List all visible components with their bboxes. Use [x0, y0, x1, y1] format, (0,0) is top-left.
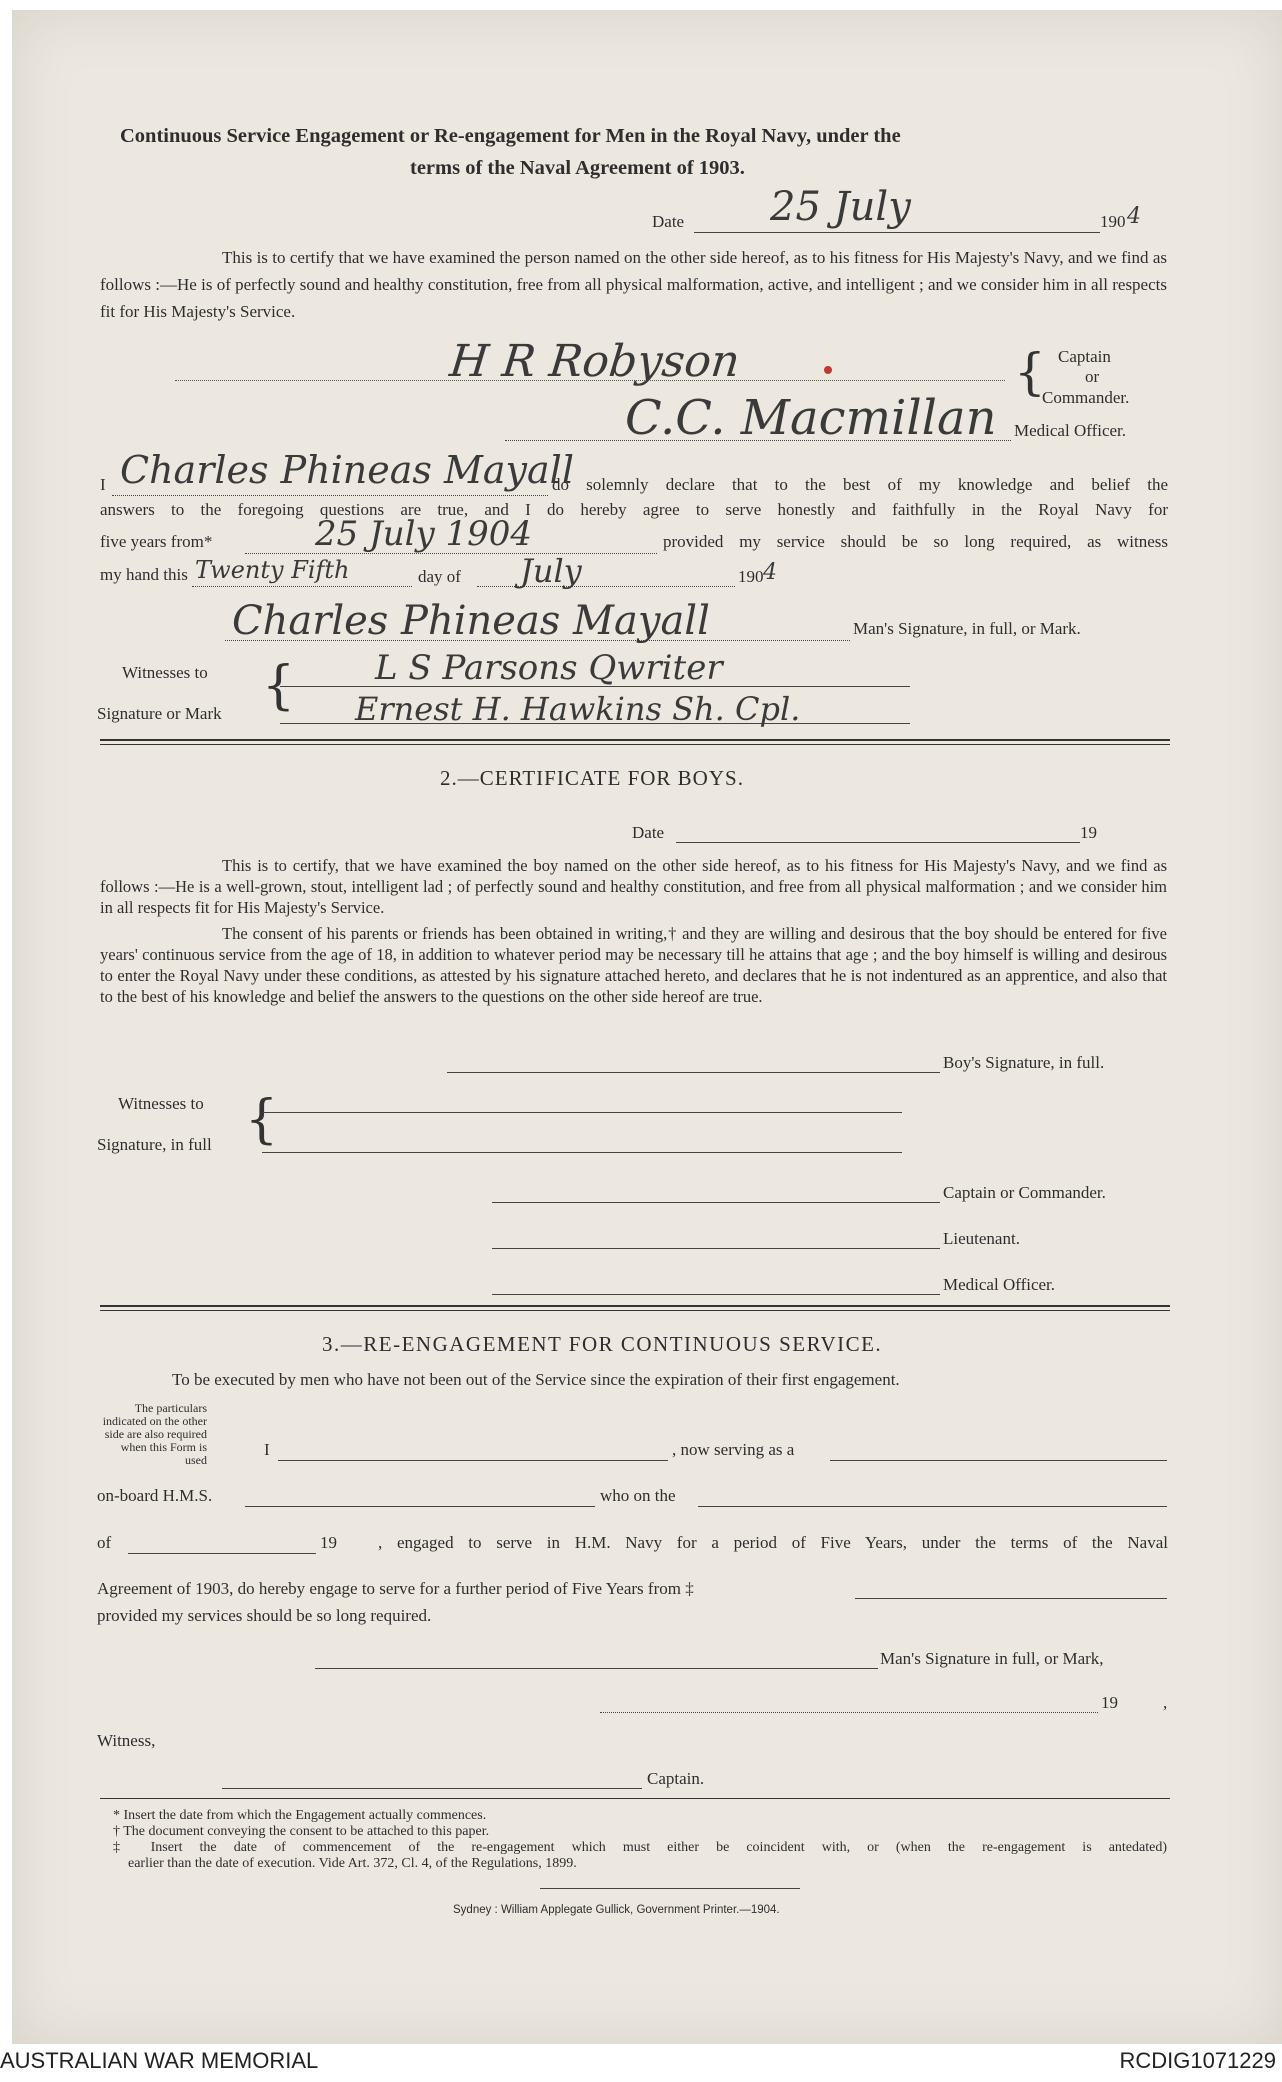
section-3-side-note: The particulars indicated on the other side are also required when this Form is used — [102, 1401, 207, 1467]
section-2-witnesses-to: Witnesses to — [118, 1094, 204, 1113]
declaration-text-2: answers to the foregoing questions are true, and I do hereby agree to serve honestly and faithfully in the Royal Navy for — [100, 500, 1168, 519]
section-2-date-year: 19 — [1080, 823, 1097, 842]
man-signature-label: Man's Signature, in full, or Mark. — [853, 619, 1081, 638]
month-written: July — [520, 552, 582, 590]
section-3-date-sig-line — [600, 1712, 1098, 1713]
section-3-intro: To be executed by men who have not been out of the Service since the expiration of their first engagement. — [172, 1370, 900, 1389]
medical-officer-label: Medical Officer. — [1014, 421, 1127, 440]
printer-rule — [540, 1888, 800, 1889]
archive-watermark-left: AUSTRALIAN WAR MEMORIAL — [0, 2048, 319, 2073]
section-3-provided-text: provided my services should be so long required. — [97, 1606, 432, 1625]
section-3-engaged-text: , engaged to serve in H.M. Navy for a period of Five Years, under the terms of the Naval — [378, 1533, 1168, 1552]
section-3-on-board-label: on-board H.M.S. — [97, 1486, 213, 1505]
section-3-year-19: 19 — [320, 1533, 337, 1552]
declaration-text-1: do solemnly declare that to the best of my knowledge and belief the — [552, 475, 1168, 494]
section-3-now-serving: , now serving as a — [672, 1440, 795, 1459]
month-line — [477, 586, 735, 587]
section-2-date-line — [676, 842, 1080, 843]
signature-or-mark-label: Signature or Mark — [97, 704, 222, 723]
my-hand-this-label: my hand this — [100, 565, 188, 584]
section-2-heading: 2.—CERTIFICATE FOR BOYS. — [440, 766, 744, 790]
section-3-further-date-line — [855, 1598, 1167, 1599]
footnote-rule — [100, 1798, 1170, 1799]
section-2-date-label: Date — [632, 823, 665, 842]
footnote-2: † The document conveying the consent to be attached to this paper. — [113, 1824, 490, 1839]
section-2-captain-label: Captain or Commander. — [943, 1183, 1106, 1202]
section-2-medical-label: Medical Officer. — [943, 1275, 1056, 1294]
form-title-line-2: terms of the Naval Agreement of 1903. — [410, 157, 745, 179]
date-line — [694, 232, 1100, 233]
footnote-3b: earlier than the date of execution. Vide Art. 372, Cl. 4, of the Regulations, 1899. — [128, 1856, 577, 1871]
section-3-man-sig-line — [315, 1668, 878, 1669]
section-2-paragraph-1: This is to certify, that we have examined the boy named on the other side hereof, as to his fitness for His Majesty's Navy, and we find as follows :—He is a well-grown, stout, intelligent lad ; of perfectly sound and healthy constitution, and free from all physical malformation ; and we consider him in all respects fit for His Majesty's Service. — [100, 856, 1167, 917]
boy-signature-line — [447, 1072, 940, 1073]
date-handwritten: 25 July — [770, 184, 911, 230]
certify-paragraph: This is to certify that we have examined the person named on the other side hereof, as to his fitness for His Majesty's Navy, and we find as follows :—He is of perfectly sound and healthy constitution, free from all physical malformation, active, and intelligent ; and we consider him in all respects fit for His Majesty's Service. — [100, 248, 1167, 321]
section-divider-1 — [100, 739, 1170, 745]
section-3-of-line — [128, 1553, 316, 1554]
archive-watermark-right: RCDIG1071229 — [1119, 2048, 1276, 2073]
section-3-heading: 3.—RE-ENGAGEMENT FOR CONTINUOUS SERVICE. — [322, 1332, 883, 1356]
section-3-ship-line — [245, 1506, 595, 1507]
red-ink-mark — [824, 366, 832, 374]
section-2-witness-line-1 — [262, 1112, 902, 1113]
from-date-handwritten: 25 July 1904 — [315, 514, 533, 554]
date-label: Date — [652, 212, 685, 231]
declarant-name: Charles Phineas Mayall — [120, 448, 574, 492]
section-3-of-label: of — [97, 1533, 112, 1552]
section-2-signature-in-full: Signature, in full — [97, 1135, 212, 1154]
section-3-man-sig-label: Man's Signature in full, or Mark, — [880, 1649, 1104, 1668]
declaration-i: I — [100, 475, 106, 494]
section-3-captain-label: Captain. — [647, 1769, 705, 1788]
section-3-i: I — [264, 1440, 270, 1459]
witness-1-signature: L S Parsons Qwriter — [375, 648, 723, 688]
day-written-line — [192, 586, 412, 587]
commander-label: Commander. — [1042, 388, 1130, 407]
section-3-agreement-text: Agreement of 1903, do hereby engage to serve for a further period of Five Years from ‡ — [97, 1579, 694, 1598]
captain-or-label: or — [1085, 367, 1100, 386]
witness-brace: { — [262, 656, 296, 716]
section-2-lieutenant-line — [492, 1248, 940, 1249]
day-of-label: day of — [418, 567, 461, 586]
form-title-line-1: Continuous Service Engagement or Re-engagement for Men in the Royal Navy, under the — [120, 125, 901, 147]
section-3-rating-line — [830, 1460, 1167, 1461]
section-2-paragraph-2: The consent of his parents or friends has been obtained in writing,† and they are willing and desirous that the boy should be entered for five years' continuous service from the age of 18, in addition to whatever period may be necessary till he attains that age ; and the boy himself is willing and desirous to enter the Royal Navy under these conditions, as attested by his signature attached hereto, and declares that he is not indentured as an apprentice, and also that to the best of his knowledge and belief the answers to the questions on the other side hereof are true. — [100, 924, 1167, 1006]
declaration-year-suffix: 4 — [763, 560, 777, 585]
boy-signature-label: Boy's Signature, in full. — [943, 1053, 1105, 1072]
printer-imprint: Sydney : William Applegate Gullick, Government Printer.—1904. — [453, 1904, 780, 1916]
section-2-captain-line — [492, 1202, 940, 1203]
section-2-witness-line-2 — [262, 1152, 902, 1153]
captain-signature: H R Robyson — [447, 336, 743, 387]
section-3-date-comma: , — [1163, 1693, 1168, 1712]
five-years-from-label: five years from* — [100, 532, 213, 551]
section-3-captain-line — [222, 1788, 642, 1789]
day-written: Twenty Fifth — [195, 556, 350, 584]
section-divider-2 — [100, 1305, 1170, 1311]
section-3-date-year: 19 — [1101, 1693, 1118, 1712]
section-2-witness-brace: { — [245, 1090, 279, 1150]
date-year-suffix: 4 — [1127, 204, 1141, 229]
section-3-who-on-the: who on the — [600, 1486, 676, 1505]
section-2-medical-line — [492, 1294, 940, 1295]
declarant-name-line — [112, 495, 548, 496]
captain-brace: { — [1014, 343, 1046, 401]
footnote-1: * Insert the date from which the Engagement actually commences. — [113, 1808, 487, 1823]
provided-text: provided my service should be so long required, as witness — [663, 532, 1168, 551]
section-3-name-line — [278, 1460, 668, 1461]
section-2-lieutenant-label: Lieutenant. — [943, 1229, 1020, 1248]
date-year-prefix: 190 — [1100, 212, 1126, 231]
section-3-witness-label: Witness, — [97, 1731, 156, 1750]
section-3-date-line — [698, 1506, 1167, 1507]
medical-officer-signature: C.C. Macmillan — [625, 390, 997, 446]
witnesses-to-label: Witnesses to — [122, 663, 208, 682]
captain-label: Captain — [1058, 347, 1111, 366]
witness-2-signature: Ernest H. Hawkins Sh. Cpl. — [355, 690, 801, 728]
footnote-3a: ‡ Insert the date of commencement of the re-engagement which must either be coincident with, or (when the re-engagement is antedated) — [113, 1840, 1167, 1855]
declaration-year-prefix: 190 — [738, 567, 764, 586]
man-signature: Charles Phineas Mayall — [232, 598, 710, 644]
